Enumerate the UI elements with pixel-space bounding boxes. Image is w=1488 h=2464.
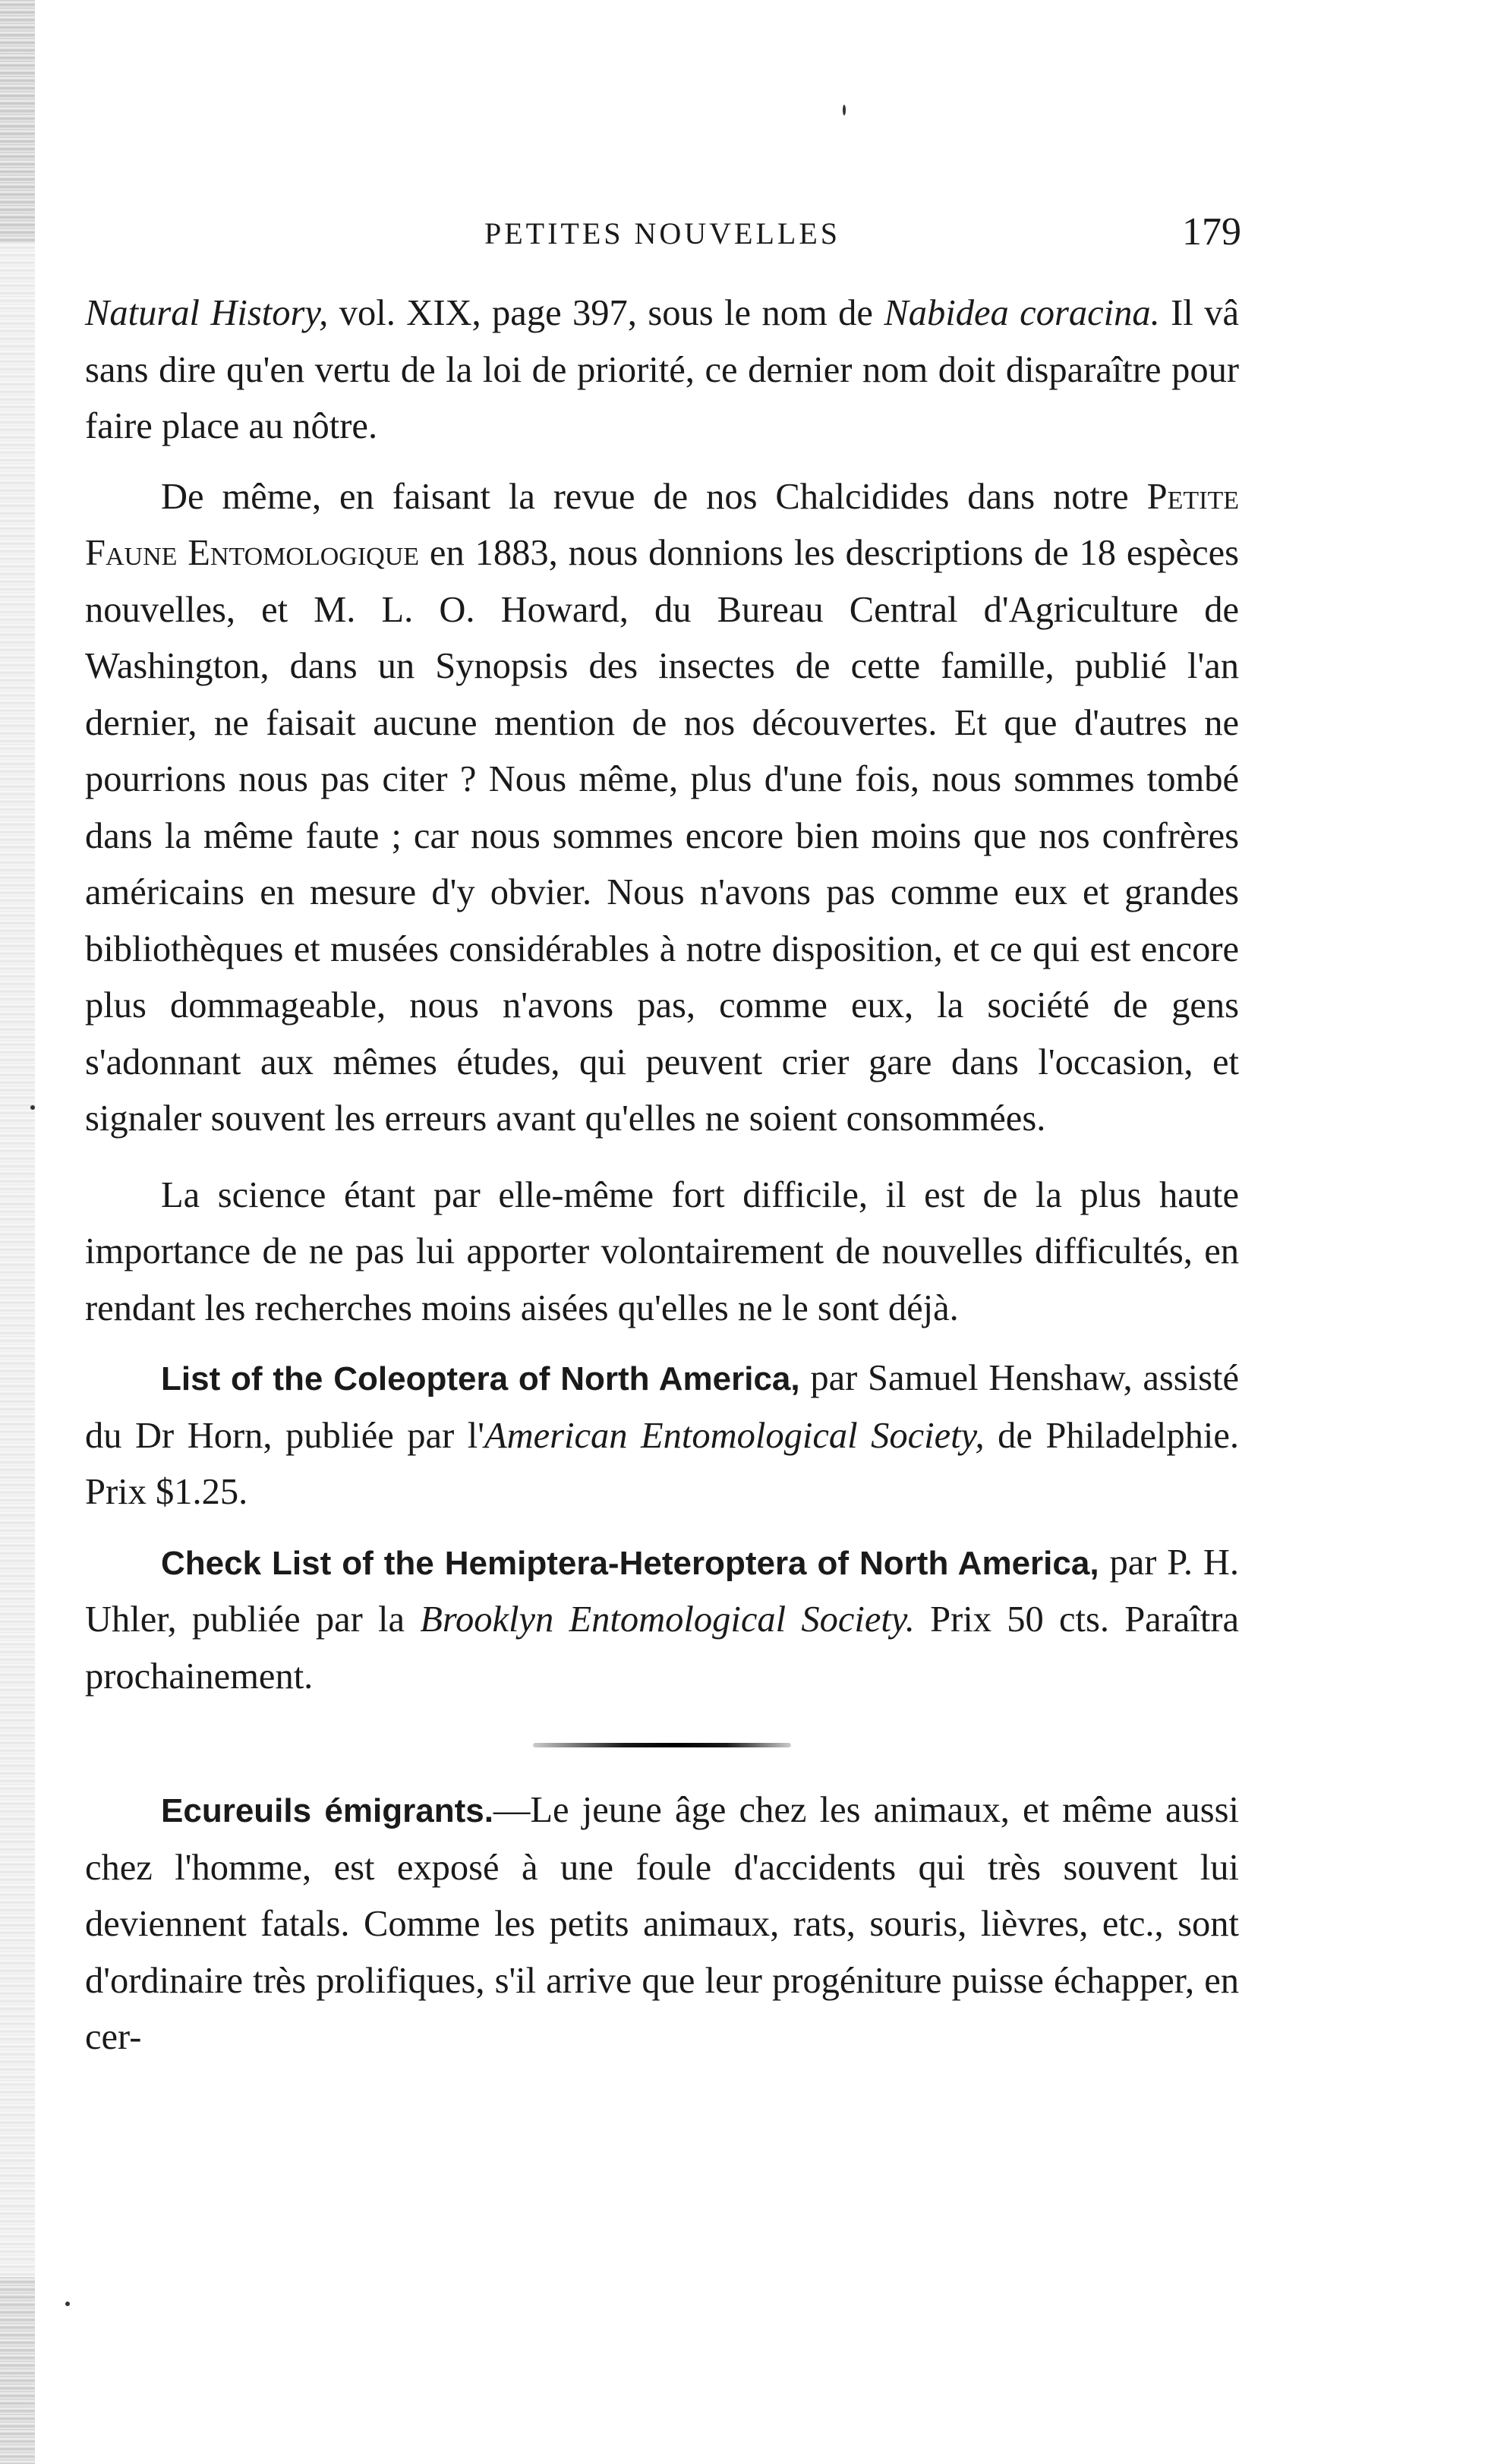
scan-edge-shadow [0,0,35,2464]
scan-edge-top-noise [0,0,35,243]
paragraph-hemiptera-list [85,1535,1239,1706]
text-run: de Philadelphie. Prix $1.25. [85,1415,1240,1512]
text-run: Prix 50 cts. Paraîtra prochainement. [85,1599,1239,1697]
running-head: PETITES NOUVELLES [484,216,841,250]
species-name: Nabidea coracina. [884,293,1160,333]
text-run: par P. H. Uhler, publiée par la [85,1542,1239,1640]
section-divider [533,1743,791,1747]
scan-edge-bottom-noise [0,2277,35,2464]
publication-title: Petite Faune Entomologique [85,476,1239,573]
society-name: Brooklyn Entomological Society. [420,1599,915,1640]
text-run: vol. XIX, page 397, sous le nom de [328,293,884,333]
paragraph-science [85,1167,1239,1338]
page-number: 179 [1182,210,1241,254]
paragraph-continuation [85,285,1239,455]
text-run: Il vâ sans dire qu'en vertu de la loi de priorité, ce dernier nom doit disparaître pour faire place au nôtre. [85,293,1240,446]
page-header [84,210,1241,255]
entry-title: List of the Coleoptera of North America, [161,1360,800,1397]
text-run: en 1883, nous donnions les descriptions de 18 espèces nouvelles, et M. L. O. Howard, du Bureau Central d'Agriculture de Washington, dans un Synopsis des insectes de cette famille, publié l'an dernier, ne faisait aucune mention de nos découvertes. Et que d'autres ne pourrions nous pas citer ? Nous même, plus d'une fois, nous sommes tombé dans la même faute ; car nous sommes encore bien moins que nos confrères américains en mesure d'y obvier. Nous n'avons pas comme eux et grandes bibliothèques et musées considérables à notre disposition, et ce qui est encore plus dommageable, nous n'avons pas, comme eux, la société de gens s'adonnant aux mêmes études, qui peuvent crier gare dans l'occasion, et signaler souvent les erreurs avant qu'elles ne soient consommées. [85,533,1240,1139]
scan-speck [65,2302,70,2306]
paragraph-coleoptera-list [85,1350,1239,1521]
text-run: De même, en faisant la revue de nos Chalcidides dans notre [161,476,1147,517]
society-name: American Entomological Society, [484,1415,985,1456]
scan-speck [843,105,846,115]
text-run: —Le jeune âge chez les animaux, et même aussi chez l'homme, est exposé à une foule d'accidents qui très souvent lui deviennent fatals. Comme les petits animaux, rats, souris, lièvres, etc., sont d'ordinaire très prolifiques, s'il arrive que leur progéniture puisse échapper, en cer- [85,1790,1239,2057]
body-text [85,285,1239,2066]
paragraph-chalcidides [85,469,1239,1148]
text-run: La science étant par elle-même fort difficile, il est de la plus haute importance de ne pas lui apporter volontairement de nouvelles difficultés, en rendant les recherches moins aisées qu'elles ne le sont déjà. [85,1174,1239,1328]
text-run: par Samuel Henshaw, assisté du Dr Horn, publiée par l' [85,1358,1239,1456]
scan-speck [30,1105,35,1110]
entry-title: Check List of the Hemiptera-Heteroptera of North America, [161,1544,1099,1582]
section-heading: Ecureuils émigrants. [161,1792,493,1829]
journal-title: Natural History, [85,293,329,333]
paragraph-ecureuils [85,1782,1239,2066]
